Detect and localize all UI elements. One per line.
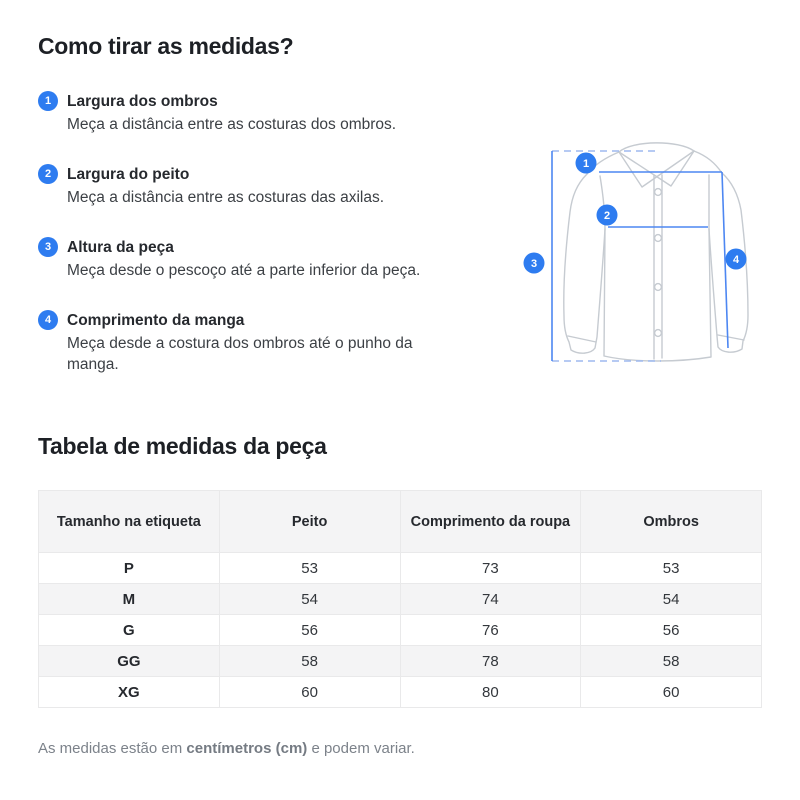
footnote bbox=[38, 738, 415, 759]
column-header-shoulders: Ombros bbox=[581, 491, 762, 553]
cell-shoulders: 53 bbox=[581, 553, 762, 584]
instruction-description: Meça desde o pescoço até a parte inferior da peça. bbox=[67, 262, 421, 279]
cell-length: 74 bbox=[400, 584, 581, 615]
cell-size: XG bbox=[39, 677, 220, 708]
instruction-content bbox=[67, 164, 384, 208]
cell-size: G bbox=[39, 615, 220, 646]
instruction-item-height bbox=[38, 237, 438, 281]
shirt-outline bbox=[564, 143, 748, 361]
diagram-marker-4 bbox=[726, 249, 747, 270]
instruction-label: Largura do peito bbox=[67, 166, 190, 183]
svg-text:1: 1 bbox=[582, 158, 590, 170]
table-row-p bbox=[39, 553, 762, 584]
column-header-length: Comprimento da roupa bbox=[400, 491, 581, 553]
cell-shoulders: 58 bbox=[581, 646, 762, 677]
number-badge: 1 bbox=[38, 91, 58, 111]
instruction-label: Largura dos ombros bbox=[67, 93, 218, 110]
table-row-xg bbox=[39, 677, 762, 708]
instruction-description: Meça desde a costura dos ombros até o punho da manga. bbox=[67, 335, 413, 373]
measurements-table bbox=[38, 490, 762, 708]
cell-length: 80 bbox=[400, 677, 581, 708]
cell-shoulders: 56 bbox=[581, 615, 762, 646]
table-header bbox=[39, 491, 762, 553]
footnote-text-bold: centímetros (cm) bbox=[186, 740, 308, 757]
table-row-gg bbox=[39, 646, 762, 677]
page-title: Como tirar as medidas? bbox=[38, 33, 294, 59]
diagram-marker-2 bbox=[597, 205, 618, 226]
instruction-description: Meça a distância entre as costuras dos ombros. bbox=[67, 116, 397, 133]
column-header-size: Tamanho na etiqueta bbox=[39, 491, 220, 553]
footnote-text-prefix: As medidas estão em bbox=[38, 740, 187, 757]
cell-chest: 53 bbox=[219, 553, 400, 584]
instruction-item-chest bbox=[38, 164, 438, 208]
number-badge: 2 bbox=[38, 164, 58, 184]
cell-size: P bbox=[39, 553, 220, 584]
number-badge: 3 bbox=[38, 237, 58, 257]
cell-shoulders: 60 bbox=[581, 677, 762, 708]
table-row-g bbox=[39, 615, 762, 646]
footnote-text-suffix: e podem variar. bbox=[307, 740, 415, 757]
instruction-content bbox=[67, 310, 438, 375]
shirt-diagram bbox=[515, 130, 795, 396]
svg-text:3: 3 bbox=[530, 258, 538, 270]
diagram-marker-1 bbox=[576, 153, 597, 174]
cell-length: 76 bbox=[400, 615, 581, 646]
cell-length: 78 bbox=[400, 646, 581, 677]
instruction-content bbox=[67, 91, 396, 135]
instruction-content bbox=[67, 237, 420, 281]
instruction-item-sleeve bbox=[38, 310, 438, 375]
diagram-marker-3 bbox=[524, 253, 545, 274]
instruction-label: Comprimento da manga bbox=[67, 312, 245, 329]
cell-size: GG bbox=[39, 646, 220, 677]
column-header-chest: Peito bbox=[219, 491, 400, 553]
number-badge: 4 bbox=[38, 310, 58, 330]
measurement-instructions bbox=[38, 91, 438, 404]
cell-shoulders: 54 bbox=[581, 584, 762, 615]
cell-chest: 54 bbox=[219, 584, 400, 615]
cell-chest: 60 bbox=[219, 677, 400, 708]
instruction-item-shoulders bbox=[38, 91, 438, 135]
cell-length: 73 bbox=[400, 553, 581, 584]
instruction-label: Altura da peça bbox=[67, 239, 174, 256]
svg-text:2: 2 bbox=[603, 210, 611, 222]
table-row-m bbox=[39, 584, 762, 615]
instruction-description: Meça a distância entre as costuras das axilas. bbox=[67, 189, 385, 206]
table-title: Tabela de medidas da peça bbox=[38, 433, 327, 459]
cell-size: M bbox=[39, 584, 220, 615]
svg-text:4: 4 bbox=[732, 254, 740, 266]
cell-chest: 56 bbox=[219, 615, 400, 646]
cell-chest: 58 bbox=[219, 646, 400, 677]
